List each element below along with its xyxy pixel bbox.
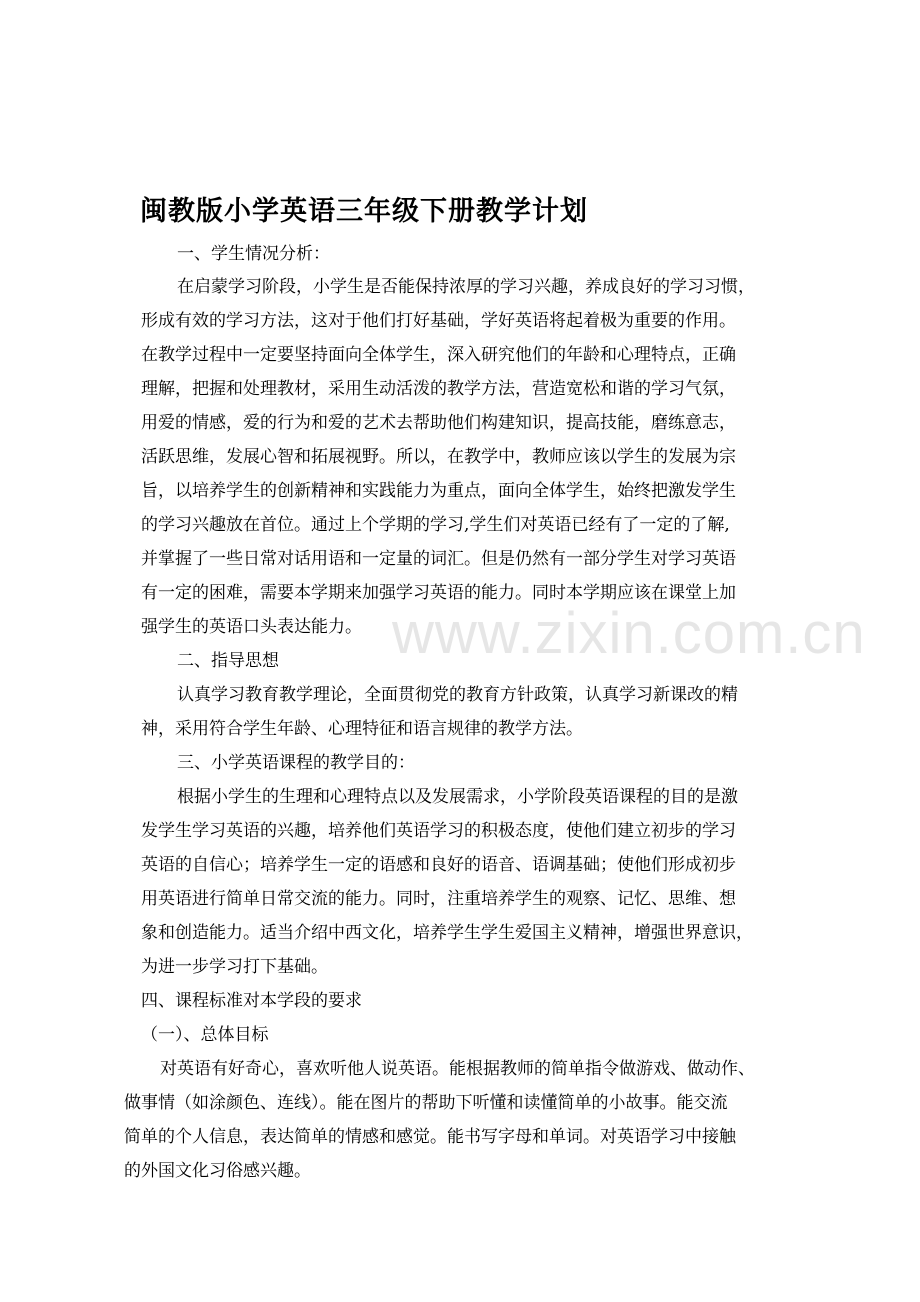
section-heading-2: 二、指导思想 xyxy=(177,651,279,671)
paragraph-line: 的学习兴趣放在首位。通过上个学期的学习,学生们对英语已经有了一定的了解, xyxy=(141,515,730,535)
section-heading-3: 三、小学英语课程的教学目的： xyxy=(177,753,415,773)
section-heading-4: 四、课程标准对本学段的要求 xyxy=(141,991,362,1011)
paragraph-line: 用英语进行简单日常交流的能力。同时，注重培养学生的观察、记忆、思维、想 xyxy=(141,889,736,909)
paragraph-line: 英语的自信心；培养学生一定的语感和良好的语音、语调基础；使他们形成初步 xyxy=(141,855,736,875)
paragraph-line: 做事情（如涂颜色、连线）。能在图片的帮助下听懂和读懂简单的小故事。能交流 xyxy=(124,1093,728,1113)
paragraph-line: 简单的个人信息，表达简单的情感和感觉。能书写字母和单词。对英语学习中接触 xyxy=(124,1127,736,1147)
paragraph-line: 活跃思维，发展心智和拓展视野。所以，在教学中，教师应该以学生的发展为宗 xyxy=(141,447,736,467)
paragraph-line: 理解，把握和处理教材，采用生动活泼的教学方法，营造宽松和谐的学习气氛， xyxy=(141,379,736,399)
paragraph-line: 旨，以培养学生的创新精神和实践能力为重点，面向全体学生，始终把激发学生 xyxy=(141,481,736,501)
paragraph-line: 的外国文化习俗感兴趣。 xyxy=(124,1161,311,1181)
subsection-heading: （一）、总体目标 xyxy=(141,1025,269,1045)
paragraph-line: 强学生的英语口头表达能力。 xyxy=(141,617,362,637)
paragraph-line: 并掌握了一些日常对话用语和一定量的词汇。但是仍然有一部分学生对学习英语 xyxy=(141,549,736,569)
paragraph-line: 神，采用符合学生年龄、心理特征和语言规律的教学方法。 xyxy=(141,719,583,739)
paragraph-line: 发学生学习英语的兴趣，培养他们英语学习的积极态度，使他们建立初步的学习 xyxy=(141,821,736,841)
paragraph-line: 象和创造能力。适当介绍中西文化，培养学生学生爱国主义精神，增强世界意识， xyxy=(141,923,753,943)
paragraph-line: 认真学习教育教学理论，全面贯彻党的教育方针政策，认真学习新课改的精 xyxy=(177,685,738,705)
watermark-text: www.zixin.com.cn xyxy=(392,601,866,666)
paragraph-line: 用爱的情感，爱的行为和爱的艺术去帮助他们构建知识，提高技能，磨练意志， xyxy=(141,413,736,433)
paragraph-line: 对英语有好奇心，喜欢听他人说英语。能根据教师的简单指令做游戏、做动作、 xyxy=(160,1059,755,1079)
document-title: 闽教版小学英语三年级下册教学计划 xyxy=(140,196,588,227)
paragraph-line: 根据小学生的生理和心理特点以及发展需求，小学阶段英语课程的目的是激 xyxy=(177,787,738,807)
section-heading-1: 一、学生情况分析： xyxy=(177,244,330,264)
paragraph-line: 在教学过程中一定要坚持面向全体学生，深入研究他们的年龄和心理特点，正确 xyxy=(141,345,736,365)
paragraph-line: 形成有效的学习方法，这对于他们打好基础，学好英语将起着极为重要的作用。 xyxy=(141,311,736,331)
paragraph-line: 在启蒙学习阶段，小学生是否能保持浓厚的学习兴趣，养成良好的学习习惯， xyxy=(177,277,755,297)
paragraph-line: 为进一步学习打下基础。 xyxy=(141,957,328,977)
paragraph-line: 有一定的困难，需要本学期来加强学习英语的能力。同时本学期应该在课堂上加 xyxy=(141,583,736,603)
